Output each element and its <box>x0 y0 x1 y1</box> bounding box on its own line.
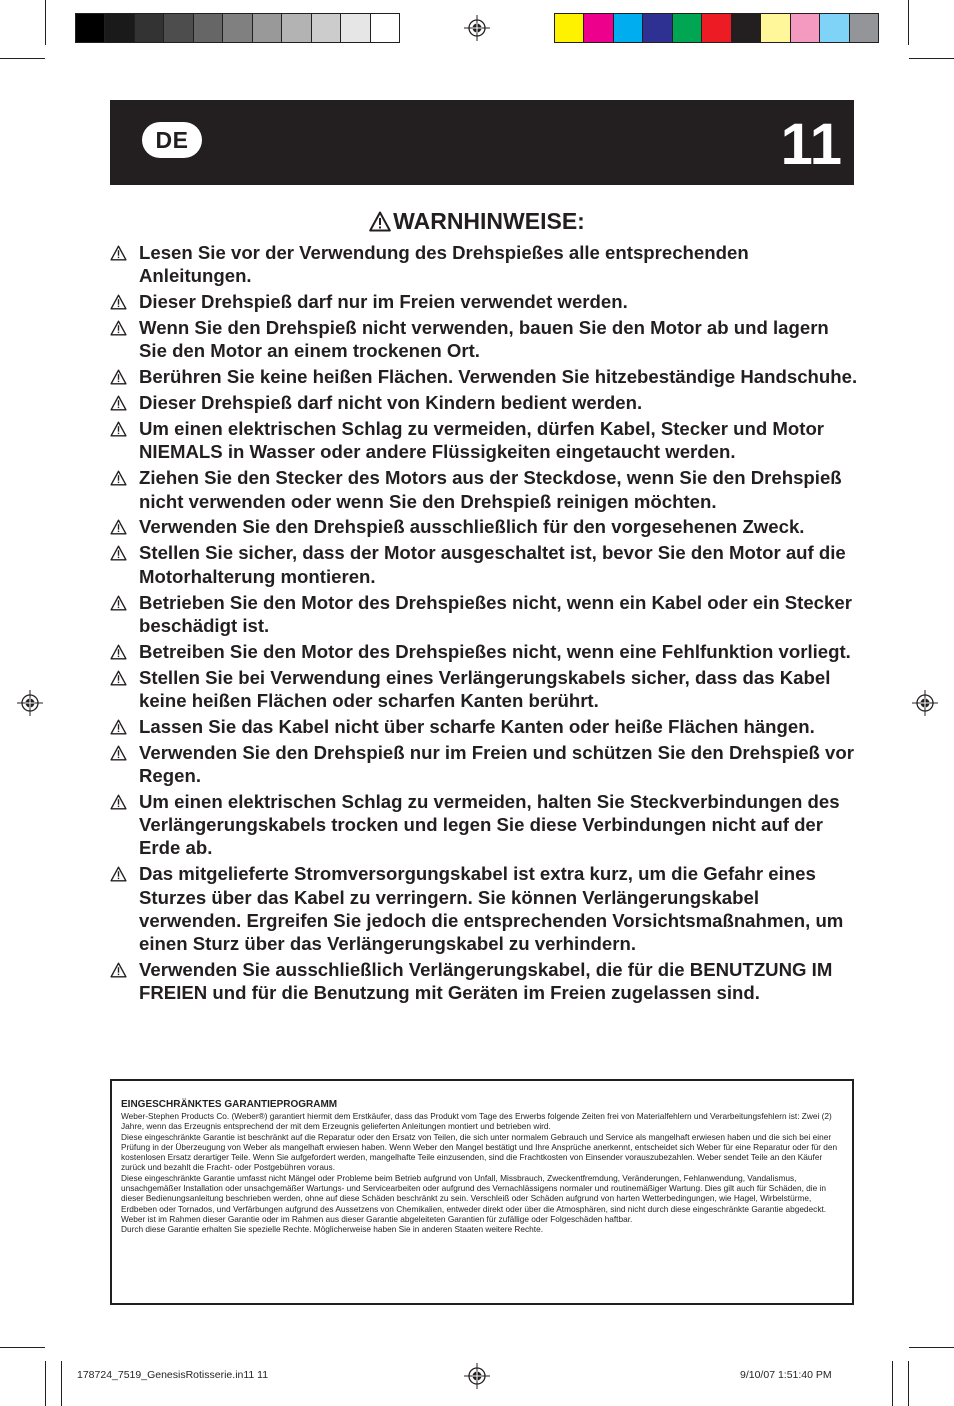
warning-text: Das mitgelieferte Stromversorgungskabel ist extra kurz, um die Gefahr eines Sturzes über das Kabel zu verringern. Sie können Verlängerungskabel verwenden. Ergreifen Sie jedoch die entsprechenden Vorsichtsmaßnahmen, um einen Sturz über das Verlängerungskabel zu verhindern. <box>139 863 844 955</box>
color-swatch <box>555 14 584 42</box>
warning-item <box>110 591 860 638</box>
color-swatch <box>135 14 164 42</box>
color-swatch <box>791 14 820 42</box>
color-swatch <box>105 14 134 42</box>
warranty-paragraph: Weber-Stephen Products Co. (Weber®) garantiert hiermit dem Erstkäufer, dass das Produkt vom Tage des Erwerbs folgende Zeiten frei von Materialfehlern und Verarbeitungsfehlern ist: Zwei (2) Jahre, wenn das Erzeugnis entsprechend der mit dem Erzeugnis gelieferten Anleitungen montiert und betrieben wird. <box>121 1111 832 1132</box>
warning-text: Dieser Drehspieß darf nur im Freien verwendet werden. <box>139 291 628 313</box>
warning-triangle-icon <box>110 962 127 978</box>
warning-item <box>110 417 860 464</box>
warning-triangle-icon <box>110 369 127 385</box>
registration-mark-icon <box>912 690 938 716</box>
color-swatch <box>702 14 731 42</box>
warning-item <box>110 715 860 738</box>
warning-triangle-icon <box>110 519 127 535</box>
warning-text: Um einen elektrischen Schlag zu vermeiden, dürfen Kabel, Stecker und Motor NIEMALS in Wasser oder andere Flüssigkeiten eingetaucht werden. <box>139 418 825 463</box>
warning-item <box>110 640 860 663</box>
warning-triangle-icon <box>110 644 127 660</box>
warnings-list <box>110 241 860 1007</box>
warranty-paragraph: Diese eingeschränkte Garantie ist beschränkt auf die Reparatur oder den Ersatz von Teilen, die sich unter normalem Gebrauch und Service als mangelhaft erwiesen haben und die sich bei einer Prüfung in der Überzeugung von Weber als mangelhaft erwiesen haben. Wenn Weber den Mangel bestätigt und Ihre Ansprüche anerkennt, entscheidet sich Weber für eine Reparatur oder für den kostenlosen Ersatz derartiger Teile. Wenn Sie aufgefordert werden, mangelhafte Teile einzusenden, sind die Frachtkosten von Einsender vorauszubezahlen. Weber sendet Teile an den Käufer zurück und bezahlt die Fracht- oder Postgebühren voraus. <box>121 1131 838 1173</box>
registration-mark-icon <box>464 1363 490 1389</box>
color-swatch <box>76 14 105 42</box>
warranty-text <box>121 1111 843 1235</box>
crop-mark <box>908 0 909 45</box>
color-swatch <box>164 14 193 42</box>
color-swatch <box>223 14 252 42</box>
color-swatch <box>614 14 643 42</box>
color-swatch <box>820 14 849 42</box>
page-number: 11 <box>780 112 842 177</box>
warning-text: Wenn Sie den Drehspieß nicht verwenden, bauen Sie den Motor ab und lagern Sie den Motor an einem trockenen Ort. <box>139 317 829 362</box>
color-swatch <box>371 14 399 42</box>
color-swatch <box>850 14 878 42</box>
warning-item <box>110 365 860 388</box>
color-swatch <box>732 14 761 42</box>
warning-item <box>110 958 860 1005</box>
footer-file-info: 178724_7519_GenesisRotisserie.in11 11 <box>77 1369 269 1381</box>
warning-text: Dieser Drehspieß darf nicht von Kindern bedient werden. <box>139 392 643 414</box>
warning-text: Stellen Sie bei Verwendung eines Verlängerungskabels sicher, dass das Kabel keine heißen Flächen oder scharfen Kanten berührt. <box>139 666 831 711</box>
warning-triangle-icon <box>110 794 127 810</box>
warning-item <box>110 466 860 513</box>
crop-mark <box>45 1361 46 1406</box>
color-swatch <box>584 14 613 42</box>
color-swatch <box>643 14 672 42</box>
warning-triangle-icon <box>110 719 127 735</box>
warning-triangle-icon <box>110 395 127 411</box>
footer-timestamp: 9/10/07 1:51:40 PM <box>740 1369 832 1381</box>
color-swatch <box>673 14 702 42</box>
warning-text: Betreiben Sie den Motor des Drehspießes nicht, wenn eine Fehlfunktion vorliegt. <box>139 640 851 662</box>
warning-item <box>110 290 860 313</box>
warranty-box <box>110 1079 854 1305</box>
color-swatch <box>253 14 282 42</box>
crop-mark <box>909 1347 954 1348</box>
warnings-heading <box>0 207 954 235</box>
crop-mark <box>908 1361 909 1406</box>
color-swatch <box>282 14 311 42</box>
warning-text: Verwenden Sie den Drehspieß nur im Freien und schützen Sie den Drehspieß vor Regen. <box>139 741 854 786</box>
warranty-paragraph: Durch diese Garantie erhalten Sie spezielle Rechte. Möglicherweise haben Sie in anderen Staaten weitere Rechte. <box>121 1224 544 1235</box>
warning-text: Verwenden Sie ausschließlich Verlängerungskabel, die für die BENUTZUNG IM FREIEN und für die Benutzung mit Geräten im Freien zugelassen sind. <box>139 959 833 1004</box>
warning-triangle-icon <box>369 211 391 232</box>
warning-triangle-icon <box>110 245 127 261</box>
registration-mark-icon <box>17 690 43 716</box>
grayscale-calibration-bar <box>75 13 400 43</box>
warning-triangle-icon <box>110 294 127 310</box>
warning-item <box>110 541 860 588</box>
color-swatch <box>312 14 341 42</box>
warranty-paragraph: Diese eingeschränkte Garantie umfasst nicht Mängel oder Probleme beim Betrieb aufgrund von Unfall, Missbrauch, Zweckentfremdung, Veränderungen, Fehlanwendung, Vandalismus, unsachgemäßer Installation oder unsachgemäßer Wartungs- und Servicearbeiten oder aufgrund des Vernachlässigens normaler und routinemäßiger Wartung. Dies gilt auch für Schäden, die in dieser Bedienungsanleitung beschrieben werden, ohne auf diese Schäden beschränkt zu sein. Verschleiß oder Schäden aufgrund von harten Wetterbedingungen, wie Hagel, Wirbelstürme, Erdbeben oder Tornados, und Verfärbungen aufgrund des Aussetzens von Chemikalien, entweder direkt oder über die Atmosphären, sind nicht durch diese eingeschränkte Garantie abgedeckt. Weber ist im Rahmen dieser Garantie oder im Rahmen aus dieser Garantie abgeleiteten Garantien für zufällige oder Folgeschäden haftbar. <box>121 1172 827 1224</box>
warning-text: Berühren Sie keine heißen Flächen. Verwenden Sie hitzebeständige Handschuhe. <box>139 366 858 388</box>
crop-mark <box>0 1347 45 1348</box>
warning-triangle-icon <box>110 545 127 561</box>
color-swatch <box>194 14 223 42</box>
warning-item <box>110 515 860 538</box>
warning-text: Betrieben Sie den Motor des Drehspießes nicht, wenn ein Kabel oder ein Stecker beschädigt ist. <box>139 591 852 636</box>
warning-text: Ziehen Sie den Stecker des Motors aus der Steckdose, wenn Sie den Drehspieß nicht verwenden oder wenn Sie den Drehspieß reinigen möchten. <box>139 467 842 512</box>
crop-mark <box>0 58 45 59</box>
warning-triangle-icon <box>110 470 127 486</box>
warning-triangle-icon <box>110 745 127 761</box>
warning-item <box>110 862 860 955</box>
warning-item <box>110 391 860 414</box>
crop-mark <box>45 0 46 45</box>
warning-triangle-icon <box>110 320 127 336</box>
warning-text: Lassen Sie das Kabel nicht über scharfe Kanten oder heiße Flächen hängen. <box>139 715 815 737</box>
warning-text: Um einen elektrischen Schlag zu vermeiden, halten Sie Steckverbindungen des Verlängerungskabels trocken und legen Sie diese Verbindungen nicht auf der Erde ab. <box>139 790 840 859</box>
crop-mark <box>892 1361 893 1406</box>
warning-item <box>110 316 860 363</box>
warning-item <box>110 241 860 288</box>
warning-text: Lesen Sie vor der Verwendung des Drehspießes alle entsprechenden Anleitungen. <box>139 242 749 287</box>
registration-mark-icon <box>464 15 490 41</box>
color-swatch <box>761 14 790 42</box>
language-badge: DE <box>142 122 202 158</box>
page-header <box>110 100 854 185</box>
warning-triangle-icon <box>110 866 127 882</box>
warnings-title: WARNHINWEISE: <box>393 208 585 234</box>
warning-triangle-icon <box>110 670 127 686</box>
crop-mark <box>61 1361 62 1406</box>
warning-item <box>110 666 860 713</box>
warranty-title: EINGESCHRÄNKTES GARANTIEPROGRAMM <box>121 1099 338 1110</box>
color-swatch <box>341 14 370 42</box>
crop-mark <box>909 58 954 59</box>
warning-text: Verwenden Sie den Drehspieß ausschließlich für den vorgesehenen Zweck. <box>139 516 805 538</box>
warning-item <box>110 790 860 860</box>
warning-item <box>110 741 860 788</box>
warning-triangle-icon <box>110 595 127 611</box>
color-calibration-bar <box>554 13 879 43</box>
warning-triangle-icon <box>110 421 127 437</box>
warning-text: Stellen Sie sicher, dass der Motor ausgeschaltet ist, bevor Sie den Motor auf die Motorhalterung montieren. <box>139 542 846 587</box>
